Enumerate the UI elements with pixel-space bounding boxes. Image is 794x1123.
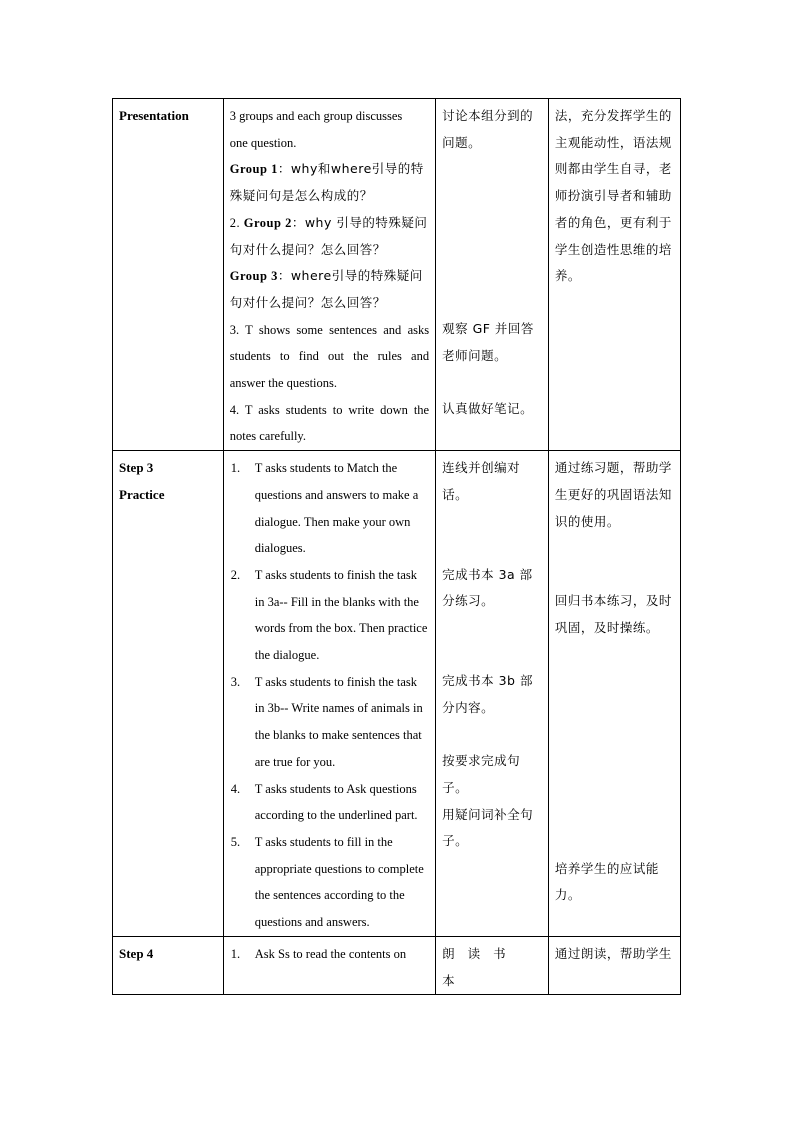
- stage-cell: [113, 99, 224, 451]
- stage-label-line-1: Step 3: [119, 460, 154, 476]
- stage-cell: [113, 451, 224, 937]
- purpose-cell: [548, 99, 680, 451]
- teacher-steps-list: [230, 455, 429, 936]
- purpose-cell: [548, 451, 680, 937]
- list-item-number: 2.: [230, 567, 241, 582]
- stage-label: Presentation: [119, 108, 189, 123]
- student-activity-1: 讨论本组分到的问题。: [442, 108, 534, 150]
- list-item: [230, 562, 429, 669]
- student-activity-text: 朗读书本: [442, 945, 519, 988]
- student-activity-cell: [436, 99, 549, 451]
- student-activity-3: 完成书本 3b 部分内容。: [442, 672, 533, 715]
- student-activity-5: 用疑问词补全句子。: [442, 806, 534, 849]
- purpose-cell: [548, 936, 680, 994]
- group-3-question: ：where引导的特殊疑问句对什么提问？怎么回答？: [229, 268, 423, 310]
- list-item-number: 5.: [230, 834, 241, 849]
- group-1-text: [230, 156, 429, 209]
- lesson-plan-table: [112, 98, 681, 995]
- stage-cell: [113, 936, 224, 994]
- intro-line-2: one question.: [229, 135, 297, 150]
- student-activity-2: 观察 GF 并回答老师问题。: [442, 321, 534, 364]
- list-item-text: T asks students to finish the task in 3a-- Fill in the blanks with the words from the box. Then practice the dialogue.: [254, 567, 428, 663]
- table-row-step3: [113, 451, 681, 937]
- purpose-text: 通过朗读，帮助学生: [554, 945, 672, 961]
- table-row-step4: [113, 936, 681, 994]
- group-3-text: [230, 263, 429, 316]
- teacher-activity-cell: [223, 99, 435, 451]
- stage-label: Step 4: [119, 945, 154, 961]
- list-item-number: 1.: [230, 461, 241, 476]
- list-item: [230, 829, 429, 936]
- list-item-number: 1.: [230, 946, 241, 961]
- stage-label-line-2: Practice: [119, 486, 165, 502]
- group-1-question: ：why和where引导的特殊疑问句是怎么构成的？: [229, 161, 424, 204]
- list-item: [230, 941, 429, 968]
- list-item-number: 4.: [230, 781, 241, 796]
- list-item-number: 3.: [230, 674, 241, 689]
- list-item: [230, 455, 429, 562]
- item-3-text: 3. T shows some sentences and asks students to find out the rules and answer the questions.: [229, 322, 430, 391]
- group-2-text: [230, 210, 429, 263]
- list-item: [230, 776, 429, 829]
- intro-text: [230, 103, 429, 156]
- list-item: [230, 669, 429, 776]
- purpose-text-3: 培养学生的应试能力。: [554, 860, 659, 903]
- list-item-text: T asks students to Match the questions and answers to make a dialogue. Then make your own dialogues.: [254, 461, 419, 556]
- item-4-text: 4. T asks students to write down the notes carefully.: [229, 402, 430, 444]
- student-activity-3: 认真做好笔记。: [442, 400, 534, 416]
- intro-line-1: 3 groups and each group discusses: [229, 109, 403, 123]
- student-activity-cell: [436, 451, 549, 937]
- list-item-text: T asks students to Ask questions according to the underlined part.: [254, 781, 418, 823]
- group-3-label: Group 3: [229, 269, 278, 284]
- teacher-steps-list: [230, 941, 429, 968]
- purpose-text-1: 通过练习题，帮助学生更好的巩固语法知识的使用。: [554, 460, 672, 529]
- student-activity-cell: [436, 936, 549, 994]
- group-1-label: Group 1: [229, 162, 278, 177]
- group-2-label: Group 2: [243, 215, 292, 230]
- list-item-text: T asks students to fill in the appropriate questions to complete the sentences according to the questions and answers.: [254, 834, 424, 930]
- purpose-text: 法，充分发挥学生的主观能动性，语法规则都由学生自寻，老师扮演引导者和辅助者的角色，更有利于学生创造性思维的培养。: [554, 108, 672, 284]
- list-item-text: Ask Ss to read the contents on: [254, 946, 407, 961]
- teacher-activity-cell: [223, 936, 435, 994]
- table-row-presentation: [113, 99, 681, 451]
- purpose-text-2: 回归书本练习，及时巩固，及时操练。: [554, 593, 672, 635]
- group-2-question: ：why 引导的特殊疑问句对什么提问？怎么回答？: [229, 214, 428, 257]
- list-item-text: T asks students to finish the task in 3b-- Write names of animals in the blanks to make sentences that are true for you.: [254, 674, 423, 769]
- student-activity-1: 连线并创编对话。: [442, 460, 521, 502]
- student-activity-2: 完成书本 3a 部分练习。: [442, 566, 533, 609]
- student-activity-4: 按要求完成句子。: [442, 753, 521, 796]
- teacher-activity-cell: [223, 451, 435, 937]
- group-2-number: 2.: [229, 215, 244, 230]
